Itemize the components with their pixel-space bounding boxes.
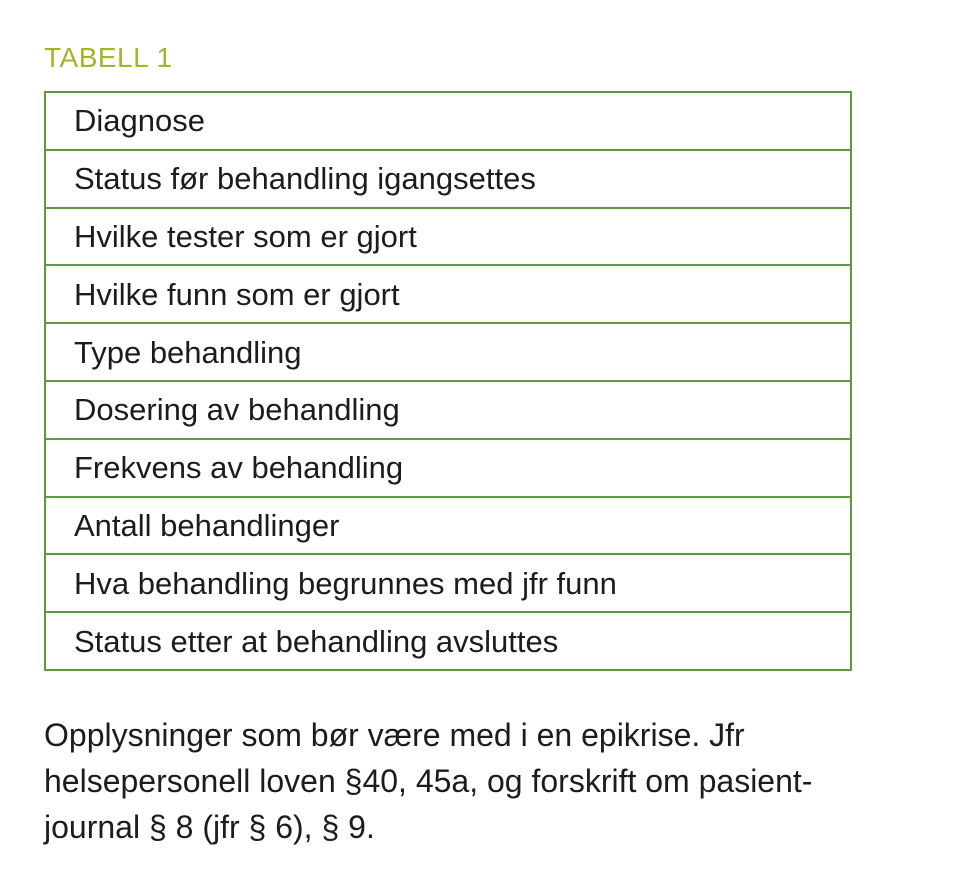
table-row-text: Frekvens av behandling bbox=[74, 450, 404, 486]
caption-line: helsepersonell loven §40, 45a, og forskrift om pasient- bbox=[44, 763, 813, 799]
info-table bbox=[44, 91, 852, 671]
table-row bbox=[46, 151, 850, 209]
table-row bbox=[46, 440, 850, 498]
table-row bbox=[46, 266, 850, 324]
table-row bbox=[46, 498, 850, 556]
table-row bbox=[46, 324, 850, 382]
table-row-text: Type behandling bbox=[74, 334, 302, 370]
table-row-text: Dosering av behandling bbox=[74, 392, 400, 428]
table-title: TABELL 1 bbox=[44, 42, 173, 73]
table-row-text: Antall behandlinger bbox=[74, 507, 340, 543]
table-caption bbox=[44, 712, 904, 850]
table-row bbox=[46, 209, 850, 267]
table-row-text: Status etter at behandling avsluttes bbox=[74, 623, 559, 659]
table-row bbox=[46, 382, 850, 440]
table-row-text: Hvilke tester som er gjort bbox=[74, 218, 417, 254]
table-row-text: Hva behandling begrunnes med jfr funn bbox=[74, 565, 617, 601]
table-row-text: Status før behandling igangsettes bbox=[74, 161, 536, 197]
table-row bbox=[46, 93, 850, 151]
table-row-text: Diagnose bbox=[74, 103, 205, 139]
table-row-text: Hvilke funn som er gjort bbox=[74, 276, 400, 312]
caption-line: journal § 8 (jfr § 6), § 9. bbox=[44, 809, 375, 845]
table-row bbox=[46, 555, 850, 613]
table-row bbox=[46, 613, 850, 669]
caption-line: Opplysninger som bør være med i en epikrise. Jfr bbox=[44, 717, 745, 753]
